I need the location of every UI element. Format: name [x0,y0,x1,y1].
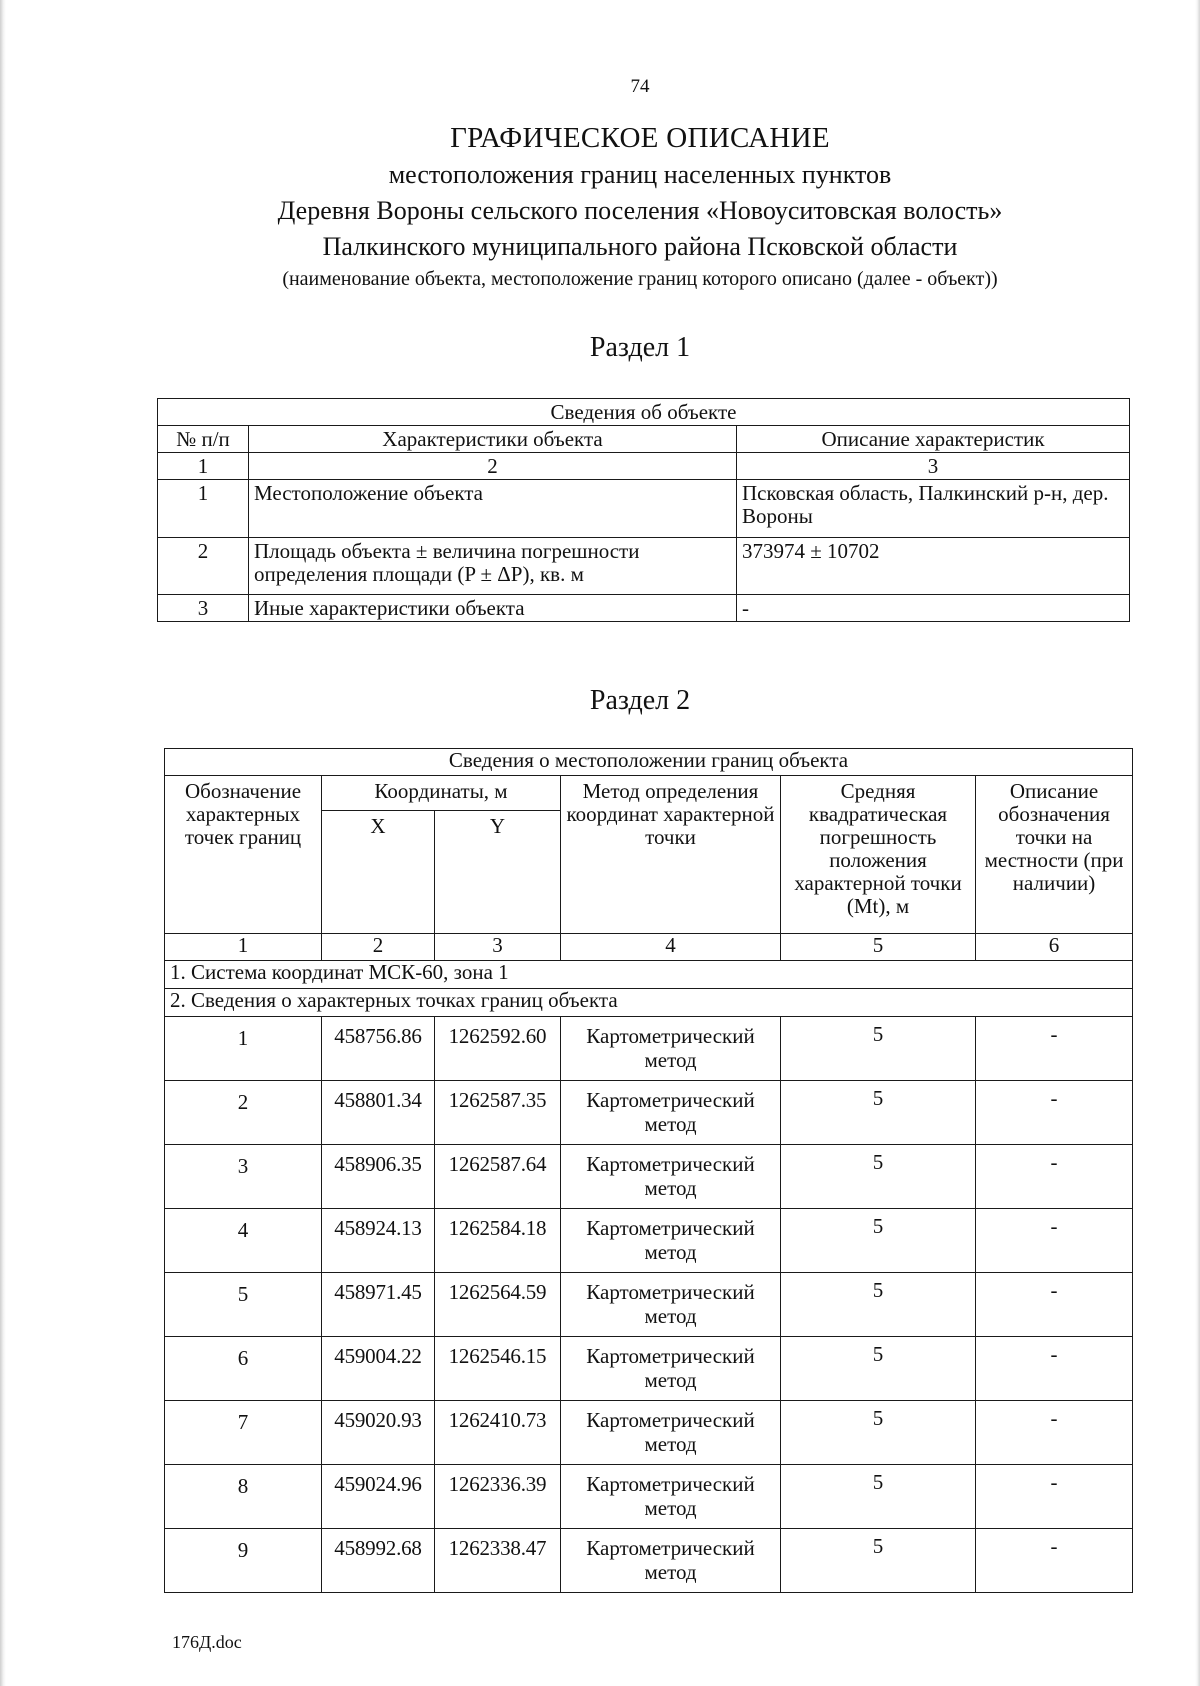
point-number: 5 [165,1273,322,1337]
method: Картометрический метод [561,1081,781,1145]
characteristic-value: Псковская область, Палкинский р-н, дер. Вороны [737,480,1130,538]
method: Картометрический метод [561,1017,781,1081]
table-row [158,480,1130,538]
mean-square-error: 5 [781,1145,976,1209]
coordinate-x: 458971.45 [322,1273,435,1337]
coordinate-x: 458801.34 [322,1081,435,1145]
characteristic-label: Иные характеристики объекта [249,595,737,622]
point-description: - [976,1209,1133,1273]
column-number: 3 [737,453,1130,480]
characteristic-label: Площадь объекта ± величина погрешности определения площади (P ± ΔP), кв. м [249,538,737,595]
table-row [158,595,1130,622]
table-row [158,538,1130,595]
table-row [165,1465,1133,1529]
characteristic-value: 373974 ± 10702 [737,538,1130,595]
point-number: 2 [165,1081,322,1145]
row-number: 1 [158,480,249,538]
method: Картометрический метод [561,1337,781,1401]
header-mean-square-error: Средняя квадратическая погрешность положения характерной точки (Mt), м [781,776,976,934]
coordinate-y: 1262546.15 [435,1337,561,1401]
header-description: Описание характеристик [737,426,1130,453]
coordinate-y: 1262587.64 [435,1145,561,1209]
boundary-table-title: Сведения о местоположении границ объекта [165,749,1133,776]
object-name-note: (наименование объекта, местоположение границ которого описано (далее - объект)) [282,268,998,290]
coordinate-x: 458992.68 [322,1529,435,1593]
coordinate-y: 1262592.60 [435,1017,561,1081]
coordinate-x: 459020.93 [322,1401,435,1465]
point-number: 4 [165,1209,322,1273]
coordinate-x: 458906.35 [322,1145,435,1209]
section-2-heading: Раздел 2 [589,685,691,716]
boundary-points-table [164,748,1133,1593]
point-description: - [976,1529,1133,1593]
point-description: - [976,1465,1133,1529]
object-info-table-title: Сведения об объекте [158,399,1130,426]
mean-square-error: 5 [781,1209,976,1273]
point-description: - [976,1145,1133,1209]
coordinate-x: 458924.13 [322,1209,435,1273]
document-subtitle-line-1: местоположения границ населенных пунктов [388,160,892,189]
column-number: 4 [561,934,781,961]
header-row-number: № п/п [158,426,249,453]
column-number: 1 [165,934,322,961]
row-number: 3 [158,595,249,622]
point-number: 7 [165,1401,322,1465]
header-point-description: Описание обозначения точки на местности (при наличии) [976,776,1133,934]
coordinate-system-row: 1. Система координат МСК-60, зона 1 [165,961,1133,989]
row-number: 2 [158,538,249,595]
point-number: 6 [165,1337,322,1401]
mean-square-error: 5 [781,1273,976,1337]
point-description: - [976,1401,1133,1465]
column-number: 6 [976,934,1133,961]
point-description: - [976,1273,1133,1337]
point-number: 1 [165,1017,322,1081]
header-characteristics: Характеристики объекта [249,426,737,453]
column-number: 1 [158,453,249,480]
mean-square-error: 5 [781,1081,976,1145]
method: Картометрический метод [561,1401,781,1465]
coordinate-y: 1262410.73 [435,1401,561,1465]
mean-square-error: 5 [781,1465,976,1529]
document-title: ГРАФИЧЕСКОЕ ОПИСАНИЕ [450,122,830,154]
table-row [165,1145,1133,1209]
header-point-designation: Обозначение характерных точек границ [165,776,322,934]
mean-square-error: 5 [781,1529,976,1593]
table-row [165,1529,1133,1593]
coordinate-y: 1262587.35 [435,1081,561,1145]
method: Картометрический метод [561,1273,781,1337]
coordinate-y: 1262584.18 [435,1209,561,1273]
mean-square-error: 5 [781,1401,976,1465]
document-subtitle-line-2: Деревня Вороны сельского поселения «Новоуситовская волость» [277,196,1003,225]
method: Картометрический метод [561,1209,781,1273]
coordinate-x: 458756.86 [322,1017,435,1081]
mean-square-error: 5 [781,1337,976,1401]
coordinate-y: 1262336.39 [435,1465,561,1529]
header-method: Метод определения координат характерной точки [561,776,781,934]
header-x: X [322,811,435,934]
point-description: - [976,1337,1133,1401]
table-row [165,1401,1133,1465]
header-coordinates: Координаты, м [322,776,561,811]
point-description: - [976,1081,1133,1145]
point-number: 3 [165,1145,322,1209]
characteristic-label: Местоположение объекта [249,480,737,538]
header-y: Y [435,811,561,934]
coordinate-x: 459024.96 [322,1465,435,1529]
table-row [165,1081,1133,1145]
object-info-table [157,398,1130,622]
file-name-footer: 176Д.doc [172,1632,242,1652]
point-number: 8 [165,1465,322,1529]
document-subtitle-line-3: Палкинского муниципального района Псковской области [322,232,958,261]
characteristic-value: - [737,595,1130,622]
method: Картометрический метод [561,1145,781,1209]
section-1-heading: Раздел 1 [589,332,691,363]
coordinate-x: 459004.22 [322,1337,435,1401]
page-number: 74 [630,76,650,97]
table-row [165,1273,1133,1337]
mean-square-error: 5 [781,1017,976,1081]
table-row [165,1017,1133,1081]
point-number: 9 [165,1529,322,1593]
method: Картометрический метод [561,1465,781,1529]
column-number: 5 [781,934,976,961]
column-number: 3 [435,934,561,961]
column-number: 2 [249,453,737,480]
coordinate-y: 1262338.47 [435,1529,561,1593]
method: Картометрический метод [561,1529,781,1593]
coordinate-y: 1262564.59 [435,1273,561,1337]
table-row [165,1209,1133,1273]
table-row [165,1337,1133,1401]
point-description: - [976,1017,1133,1081]
column-number: 2 [322,934,435,961]
points-info-row: 2. Сведения о характерных точках границ объекта [165,989,1133,1017]
